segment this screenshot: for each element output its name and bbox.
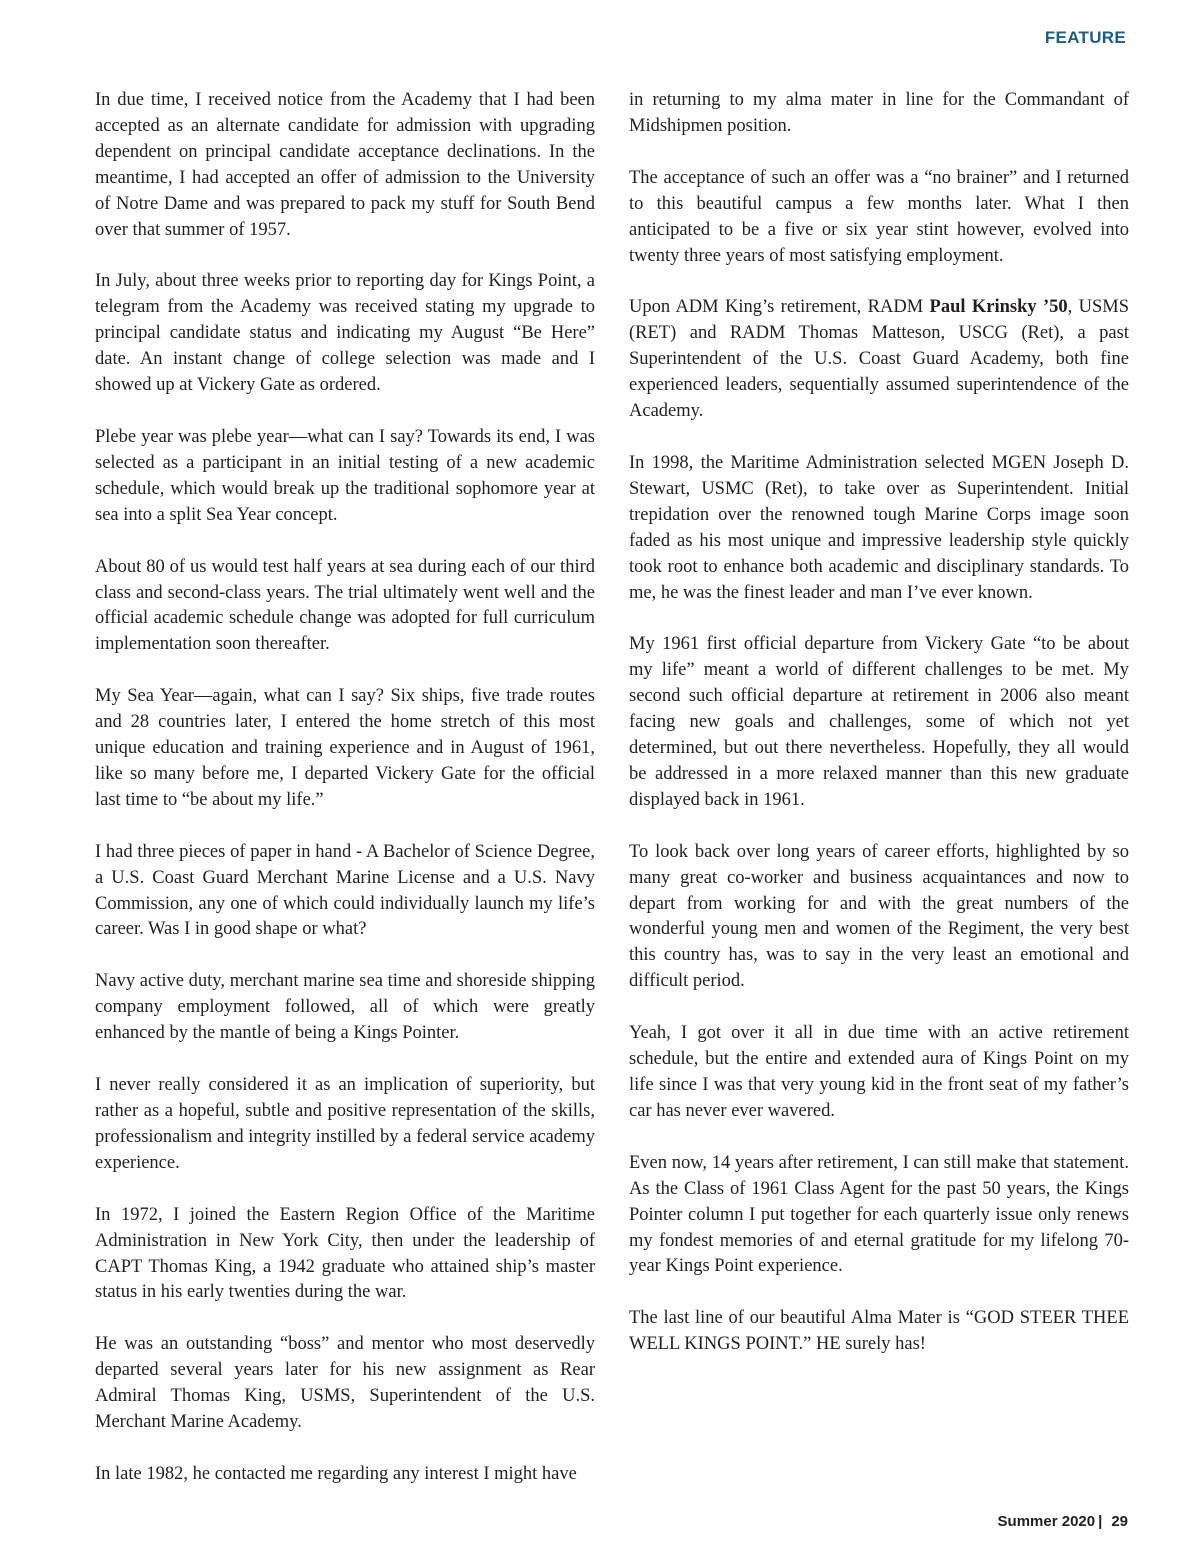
footer-separator: | (1098, 1513, 1103, 1530)
paragraph: In 1998, the Maritime Administration selected MGEN Joseph D. Stewart, USMC (Ret), to take over as Superintendent. Initial trepidation over the renowned tough Marine Corps image soon faded as his most unique and impressive leadership style quickly took root to enhance both academic and disciplinary standards. To me, he was the finest leader and man I’ve ever known. (629, 452, 1129, 603)
left-column (95, 88, 595, 1514)
paragraph: My Sea Year—again, what can I say? Six ships, five trade routes and 28 countries later, I entered the home stretch of this most unique education and training experience and in August of 1961, like so many before me, I departed Vickery Gate for the official last time to “be about my life.” (95, 686, 595, 810)
right-column (629, 88, 1129, 1384)
paragraph: I had three pieces of paper in hand - A Bachelor of Science Degree, a U.S. Coast Guard Merchant Marine License and a U.S. Navy Commission, any one of which could individually launch my life’s career. Was I in good shape or what? (95, 841, 595, 940)
issue-label: Summer 2020 (997, 1513, 1096, 1530)
paragraph: In July, about three weeks prior to reporting day for Kings Point, a telegram from the Academy was received stating my upgrade to principal candidate status and indicating my August “Be Here” date. An instant change of college selection was made and I showed up at Vickery Gate as ordered. (95, 271, 595, 396)
paragraph: To look back over long years of career efforts, highlighted by so many great co-worker and business acquaintances and now to depart from working for and with the great numbers of the wonderful young men and women of the Regiment, the very best this country has, was to say in the very least an emotional and difficult period. (629, 841, 1129, 992)
paragraph: In late 1982, he contacted me regarding any interest I might have (95, 1463, 577, 1484)
paragraph: He was an outstanding “boss” and mentor who most deservedly departed several years later for his new assignment as Rear Admiral Thomas King, USMS, Superintendent of the U.S. Merchant Marine Academy. (95, 1334, 595, 1433)
paragraph: in returning to my alma mater in line for the Commandant of Midshipmen position. (629, 90, 1129, 136)
paragraph: Plebe year was plebe year—what can I say? Towards its end, I was selected as a participant in an initial testing of a new academic schedule, which would break up the traditional sophomore year at sea into a split Sea Year concept. (95, 426, 595, 525)
paragraph: The last line of our beautiful Alma Mater is “GOD STEER THEE WELL KINGS POINT.” HE surely has! (629, 1308, 1129, 1355)
paragraph (629, 295, 1129, 425)
page-number: 29 (1111, 1513, 1128, 1530)
paragraph: Even now, 14 years after retirement, I can still make that statement. As the Class of 1961 Class Agent for the past 50 years, the Kings Pointer column I put together for each quarterly issue only renews my fondest memories of and eternal gratitude for my lifelong 70-year Kings Point experience. (629, 1152, 1129, 1277)
alumnus-name: Paul Krinsky ’50 (929, 297, 1068, 318)
paragraph-text: , USMS (RET) and RADM Thomas Matteson, USCG (Ret), a past Superintendent of the U.S. Coast Guard Academy, both fine experienced leaders, sequentially assumed superintendence of the Academy. (629, 297, 1130, 422)
paragraph: My 1961 first official departure from Vickery Gate “to be about my life” meant a world of different challenges to be met. My second such official departure at retirement in 2006 also meant facing new goals and challenges, some of which not yet determined, but out there nevertheless. Hopefully, they all would be addressed in a more relaxed manner than this new graduate displayed back in 1961. (629, 634, 1129, 810)
paragraph: I never really considered it as an implication of superiority, but rather as a hopeful, subtle and positive representation of the skills, professionalism and integrity instilled by a federal service academy experience. (95, 1075, 595, 1173)
page-footer (998, 1513, 1128, 1530)
paragraph-text: Upon ADM King’s retirement, RADM (629, 297, 930, 318)
paragraph: In 1972, I joined the Eastern Region Office of the Maritime Administration in New York City, then under the leadership of CAPT Thomas King, a 1942 graduate who attained ship’s master status in his early twenties during the war. (95, 1204, 595, 1303)
paragraph: Navy active duty, merchant marine sea time and shoreside shipping company employment followed, all of which were greatly enhanced by the mantle of being a Kings Pointer. (95, 971, 595, 1044)
paragraph: About 80 of us would test half years at sea during each of our third class and second-class years. The trial ultimately went well and the official academic schedule change was adopted for full curriculum implementation soon thereafter. (95, 556, 595, 655)
section-label: FEATURE (1044, 28, 1126, 47)
paragraph: The acceptance of such an offer was a “no brainer” and I returned to this beautiful campus a few months later. What I then anticipated to be a five or six year stint however, evolved into twenty three years of most satisfying employment. (629, 167, 1129, 266)
paragraph: Yeah, I got over it all in due time with an active retirement schedule, but the entire and extended aura of Kings Point on my life since I was that very young kid in the front seat of my father’s car has never ever wavered. (629, 1023, 1129, 1121)
paragraph: In due time, I received notice from the Academy that I had been accepted as an alternate candidate for admission with upgrading dependent on principal candidate acceptance declinations. In the meantime, I had accepted an offer of admission to the University of Notre Dame and was prepared to pack my stuff for South Bend over that summer of 1957. (95, 90, 595, 240)
